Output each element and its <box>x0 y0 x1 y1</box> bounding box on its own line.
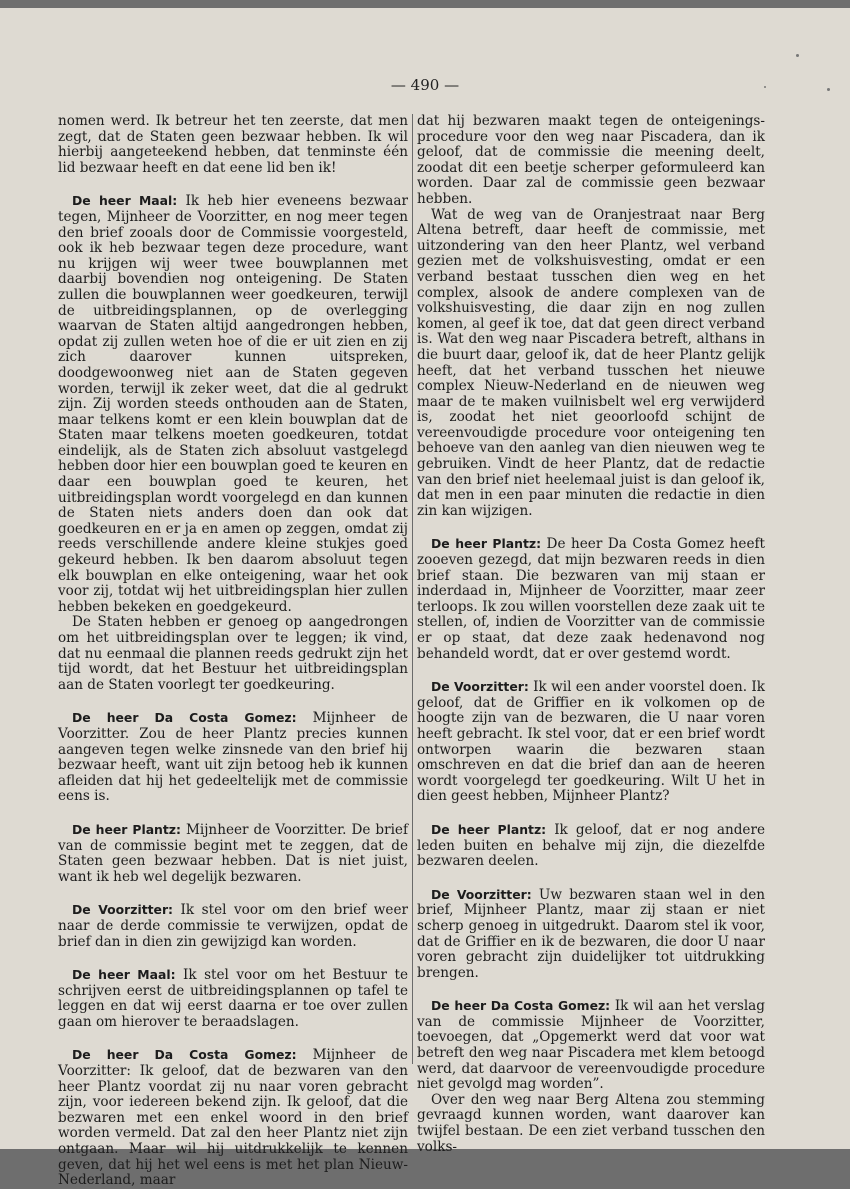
paragraph <box>417 998 765 1093</box>
paragraph-text: Mijnheer de Voorzitter. Zou de heer Plantz precies kunnen aangeven tegen welke zinsnede van den brief hij bezwaar heeft, want uit zijn betoog heb ik kunnen afleiden dat hij het gedeeltelijk met de commissie eens is. <box>58 710 408 805</box>
paragraph-text: Over den weg naar Berg Altena zou stemming gevraagd kunnen worden, want daarover kan twijfel bestaan. De een ziet verband tusschen den volks- <box>417 1091 765 1155</box>
paragraph-text: Ik wil een ander voorstel doen. Ik geloof, dat de Griffier en ik volkomen op de hoogte zijn van de bezwaren, die U naar voren heeft gebracht. Ik stel voor, dat er een brief wordt ontworpen waarin die bezwaren staan omschreven en dat die brief dan aan de heeren wordt voorgelegd ter goedkeuring. Wilt U het in dien geest hebben, Mijnheer Plantz? <box>417 679 765 805</box>
speaker-label: De heer Maal: <box>72 193 178 209</box>
paragraph <box>417 208 765 520</box>
column-divider <box>412 114 413 1064</box>
paragraph <box>58 822 408 885</box>
paragraph <box>58 1047 408 1188</box>
paper-speck <box>827 88 830 91</box>
paragraph-text: Ik wil aan het verslag van de commissie Mijnheer de Voorzitter, toevoegen, dat „Opgemerkt werd dat voor wat betreft den weg naar Piscadera met klem betoogd werd, dat daarvoor de vereenvoudigde procedure niet gevolgd mag worden”. <box>417 998 765 1093</box>
paragraph-text: nomen werd. Ik betreur het ten zeerste, dat men zegt, dat de Staten geen bezwaar hebben. Ik wil hierbij aangeteekend hebben, dat tenminste één lid bezwaar heeft en dat eene lid ben ik! <box>58 113 408 176</box>
paragraph-text: Ik stel voor om het Bestuur te schrijven eerst de uitbreidingsplannen op tafel te leggen en dat wij eerst daarna er toe over zullen gaan om hierover te beraadslagen. <box>58 967 408 1030</box>
paragraph <box>417 887 765 982</box>
paragraph <box>58 615 408 693</box>
paragraph-text: Ik geloof, dat er nog andere leden buiten en behalve mij zijn, die diezelfde bezwaren deelen. <box>417 821 765 870</box>
paragraph-text: Mijnheer de Voorzitter: Ik geloof, dat de bezwaren van den heer Plantz voordat zij nu naar voren gebracht zijn, voor iedereen bekend zijn. Ik geloof, dat die bezwaren met een enkel woord in den brief worden vermeld. Dat zal den heer Plantz niet zijn ontgaan. Maar wil hij uitdrukkelijk te kennen geven, dat hij het wel eens is met het plan Nieuw-Nederland, maar <box>58 1047 408 1189</box>
document-page <box>0 8 850 1189</box>
paragraph <box>58 967 408 1030</box>
left-column <box>58 114 408 1189</box>
speaker-label: De heer Maal: <box>72 967 176 983</box>
speaker-label: De heer Plantz: <box>72 821 181 837</box>
paragraph <box>417 1093 765 1155</box>
paragraph-text: dat hij bezwaren maakt tegen de onteigenings-procedure voor den weg naar Piscadera, dan ik geloof, dat de commissie die meening deelt, zoodat dit een beetje scherper geformuleerd kan worden. Daar zal de commissie geen bezwaar hebben. <box>417 113 765 207</box>
paragraph-text: Mijnheer de Voorzitter. De brief van de commissie begint met te zeggen, dat de Staten geen bezwaar hebben. Dat is niet juist, want ik heb wel degelijk bezwaren. <box>58 821 408 885</box>
paper-speck <box>796 54 799 57</box>
speaker-label: De heer Plantz: <box>431 821 547 837</box>
paragraph <box>58 710 408 805</box>
speaker-label: De Voorzitter: <box>431 679 529 695</box>
speaker-label: De heer Plantz: <box>431 536 542 552</box>
speaker-label: De heer Da Costa Gomez: <box>72 710 297 726</box>
paragraph <box>58 902 408 950</box>
speaker-label: De Voorzitter: <box>431 886 532 902</box>
paragraph <box>417 536 765 662</box>
paragraph-text: Uw bezwaren staan wel in den brief, Mijnheer Plantz, maar zij staan er niet scherp genoeg in uitgedrukt. Daarom stel ik voor, dat de Griffier en ik de bezwaren, die door U naar voren gebracht zijn duidelijker tot uitdrukking brengen. <box>417 886 765 981</box>
speaker-label: De heer Da Costa Gomez: <box>431 998 611 1014</box>
paragraph <box>417 114 765 208</box>
paragraph <box>58 193 408 615</box>
paragraph-text: Ik heb hier eveneens bezwaar tegen, Mijnheer de Voorzitter, en nog meer tegen den brief zooals door de Commissie voorgesteld, ook ik heb bezwaar tegen deze procedure, want nu krijgen wij weer twee bouwplannen met daarbij bovendien nog onteigening. De Staten zullen die bouwplannen weer goedkeuren, terwijl de uitbreidingsplannen, op de overlegging waarvan de Staten altijd aangedrongen hebben, opdat zij zullen weten hoe of die er uit zien en zij zich daarover kunnen uitspreken, doodgewoonweg niet aan de Staten gegeven worden, terwijl ik zeker weet, dat die al gedrukt zijn. Zij worden steeds onthouden aan de Staten, maar telkens komt er een klein bouwplan dat de Staten maar telkens moeten goedkeuren, totdat eindelijk, als de Staten zich absoluut vastgelegd hebben door hier een bouwplan goed te keuren en daar een bouwplan goed te keuren, het uitbreidingsplan wordt voorgelegd en dan kunnen de Staten niets anders doen dan ook dat goedkeuren en er ja en amen op zeggen, omdat zij reeds verschillende andere kleine stukjes goed gekeurd hebben. Ik ben daarom absoluut tegen elk bouwplan en elke onteigening, waar het ook voor zij, totdat wij het uitbreidingsplan hier zullen hebben bekeken en goedgekeurd. <box>58 193 408 615</box>
paper-speck <box>764 86 766 88</box>
paragraph-text: De heer Da Costa Gomez heeft zooeven gezegd, dat mijn bezwaren reeds in dien brief staan. Die bezwaren van mij staan er inderdaad in, Mijnheer de Voorzitter, maar zeer terloops. Ik zou willen voorstellen deze zaak uit te stellen, of, indien de Voorzitter van de commissie er op staat, dat deze zaak hedenavond nog behandeld wordt, dat er over gestemd wordt. <box>417 536 765 662</box>
page-number: — 490 — <box>390 76 460 94</box>
paragraph-text: De Staten hebben er genoeg op aangedrongen om het uitbreidingsplan over te leggen; ik vind, dat nu eenmaal die plannen reeds gedrukt zijn het tijd wordt, dat het Bestuur het uitbreidingsplan aan de Staten voorlegt ter goedkeuring. <box>58 614 408 693</box>
paragraph <box>417 679 765 805</box>
speaker-label: De Voorzitter: <box>72 902 174 918</box>
paragraph-text: Ik stel voor om den brief weer naar de derde commissie te verwijzen, opdat de brief dan in dien zin gewijzigd kan worden. <box>58 902 408 950</box>
right-column <box>417 114 765 1155</box>
paragraph <box>58 114 408 176</box>
paragraph <box>417 822 765 870</box>
paragraph-text: Wat de weg van de Oranjestraat naar Berg Altena betreft, daar heeft de commissie, met uitzondering van den heer Plantz, wel verband gezien met de volkshuisvesting, omdat er een verband bestaat tusschen dien weg en het complex, alsook de andere complexen van de volkshuisvesting, die daar zijn en nog zullen komen, al geef ik toe, dat dat geen direct verband is. Wat den weg naar Piscadera betreft, althans in die buurt daar, geloof ik, dat de heer Plantz gelijk heeft, dat het verband tusschen het nieuwe complex Nieuw-Nederland en de nieuwen weg maar de te maken vuilnisbelt wel erg verwijderd is, zoodat het niet geoorloofd schijnt de vereenvoudigde procedure voor onteigening ten behoeve van den aanleg van dien nieuwen weg te gebruiken. Vindt de heer Plantz, dat de redactie van den brief niet heelemaal juist is dan geloof ik, dat men in een paar minuten die redactie in dien zin kan wijzigen. <box>417 206 765 519</box>
speaker-label: De heer Da Costa Gomez: <box>72 1047 297 1063</box>
